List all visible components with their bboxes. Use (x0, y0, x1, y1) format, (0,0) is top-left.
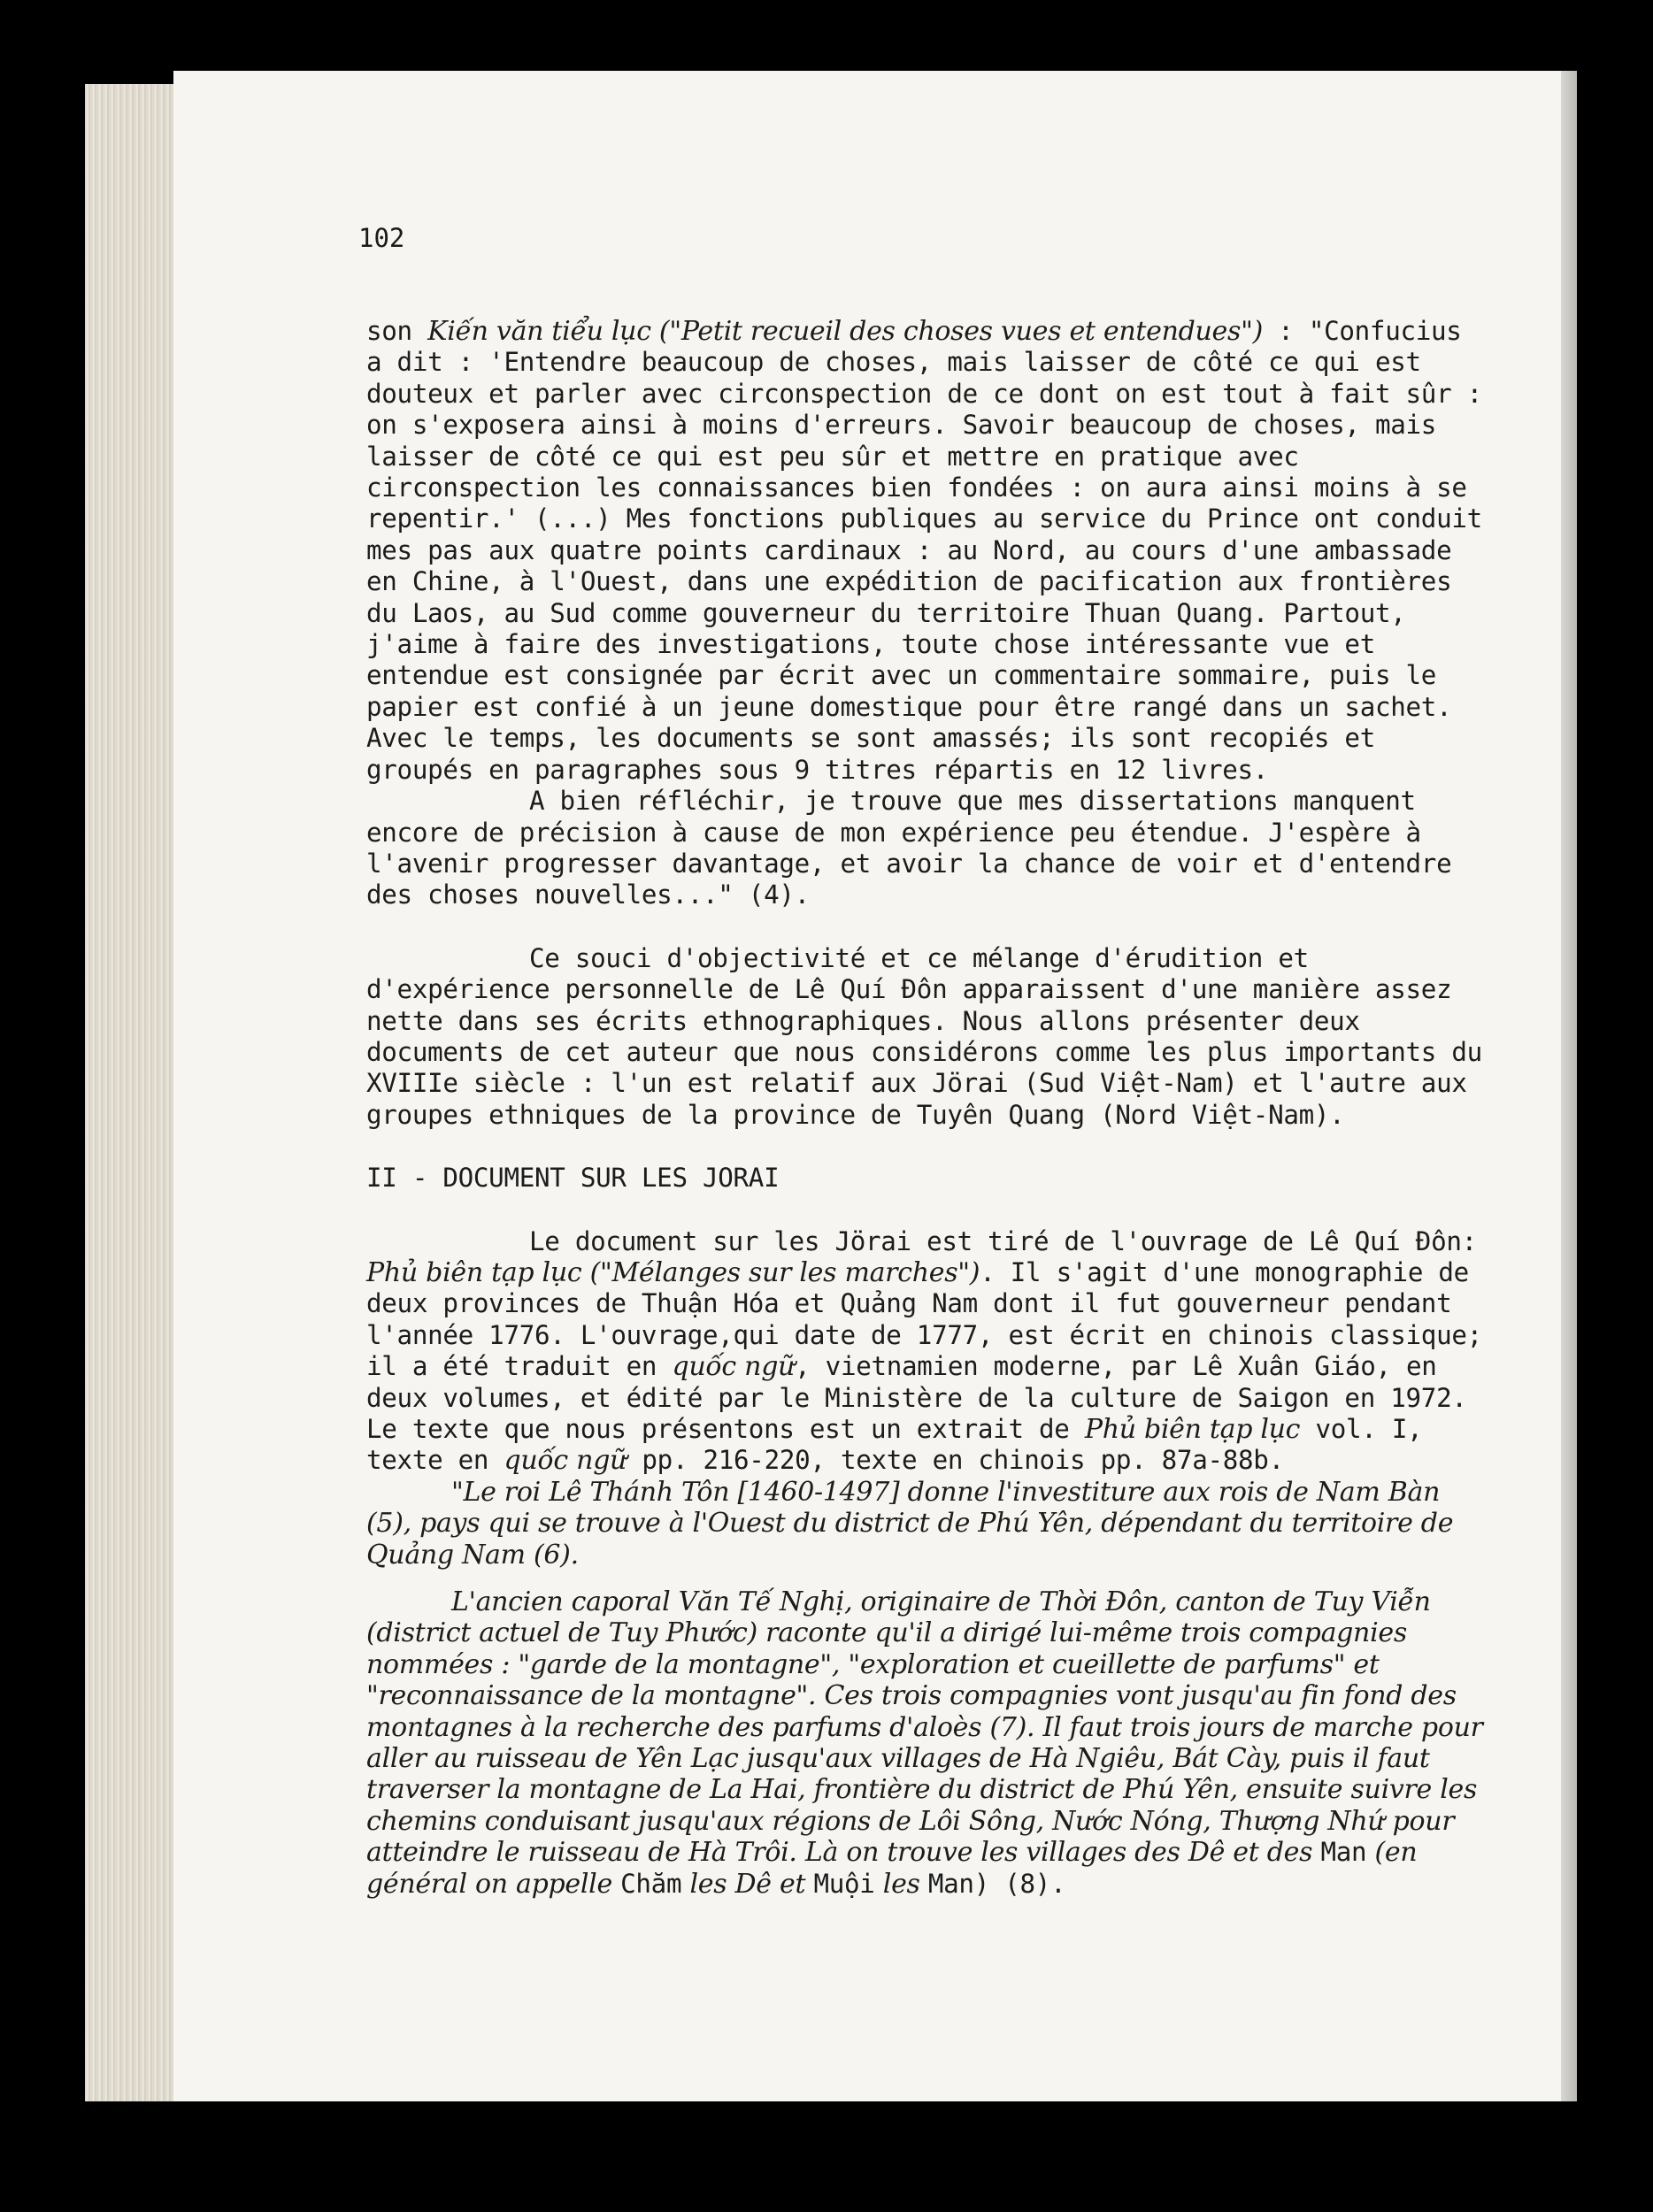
paragraph-reflection: A bien réfléchir, je trouve que mes dissertations manquent encore de précision à cause de mon expérience peu étendue. J'espère à l'avenir progresser davantage, et avoir la chance de voir et d'entendre des choses nouvelles..." (4). (366, 786, 1452, 910)
text-run: : (1263, 316, 1294, 346)
text-run: (en général on appelle (366, 1837, 1418, 1900)
ethnonym: Muội (813, 1868, 875, 1899)
spacer (366, 1571, 1490, 1586)
text-run: Le document sur les Jörai est tiré de l'ouvrage de Lê Quí Đôn: (529, 1225, 1477, 1256)
text-run: , vietnamien moderne, par Lê Xuân Giáo, en deux volumes, et édité par le Ministère de la culture de Saigon en 1972. Le texte que nous présentons est un extrait de (366, 1351, 1467, 1444)
text-run: les (874, 1868, 928, 1900)
spacer (366, 911, 1490, 943)
ethnonym: Man (927, 1868, 974, 1899)
page-number: 102 (358, 223, 405, 253)
ethnonym: Chăm (620, 1868, 682, 1899)
paragraph-confucius-quote (366, 316, 1490, 786)
text-run: "Confucius a dit : 'Entendre beaucoup de choses, mais laisser de côté ce qui est douteux et parler avec circonspection de ce dont on est tout à fait sûr : on s'exposera ainsi à moins d'erreurs. Savoir beaucoup de choses, mais laisser de côté ce qui est peu sûr et mettre en pratique avec circonspection les connaissances bien fondées : on aura ainsi moins à se repentir.' (...) Mes fonctions publiques au service du Prince ont conduit mes pas aux quatre points cardinaux : au Nord, au cours d'une ambassade en Chine, à l'Ouest, dans une expédition de pacification aux frontières du Laos, au Sud comme gouverneur du territoire Thuan Quang. Partout, j'aime à faire des investigations, toute chose intéressante vue et entendue est consignée par écrit avec un commentaire sommaire, puis le papier est confié à un jeune domestique pour être rangé dans un sachet. Avec le temps, les documents se sont amassés; ils sont recopiés et groupés en paragraphes sous 9 titres répartis en 12 livres. (366, 316, 1482, 785)
page-right-edge (1561, 71, 1577, 2101)
book-title-phu-bien: Phủ biên tạp lục ("Mélanges sur les marches") (366, 1256, 980, 1288)
text-run: les Dê et (681, 1868, 814, 1900)
quote-le-thanh-ton: "Le roi Lê Thánh Tôn [1460-1497] donne l'investiture aux rois de Nam Bàn (5), pays qui se trouve à l'Ouest du district de Phú Yên, dépendant du territoire de Quảng Nam (6). (366, 1476, 1454, 1571)
paragraph-document-source (366, 1226, 1490, 1477)
spacer (366, 1194, 1490, 1226)
book-title-phu-bien: Phủ biên tạp lục (1084, 1414, 1301, 1445)
book-title-kien-van: Kiến văn tiểu lục ("Petit recueil des choses vues et entendues") (427, 316, 1263, 347)
text-run: vol. I, texte en (366, 1414, 1423, 1476)
text-run: ) (8). (973, 1868, 1066, 1899)
quote-van-te-nghi (366, 1586, 1490, 1900)
text-run: pp. 216-220, texte en chinois pp. 87a-88b. (627, 1445, 1284, 1476)
term-quoc-ngu: quốc ngữ (672, 1351, 796, 1383)
spacer (366, 1131, 1490, 1163)
body-text (366, 316, 1490, 1900)
ethnonym: Man (1320, 1837, 1367, 1868)
section-heading: II - DOCUMENT SUR LES JORAI (366, 1163, 780, 1194)
text-run: L'ancien caporal Văn Tế Nghị, originaire de Thời Đôn, canton de Tuy Viễn (district actuel de Tuy Phước) raconte qu'il a dirigé lui-même trois compagnies nommées : "garde de la montagne", "exploration et cueillette de parfums" et "reconnaissance de la montagne". Ces trois compagnies vont jusqu'au fin fond des montagnes à la recherche des parfums d'aloès (7). Il faut trois jours de marche pour aller au ruisseau de Yên Lạc jusqu'aux villages de Hà Ngiêu, Bát Cày, puis il faut traverser la montagne de La Hai, frontière du district de Phú Yên, ensuite suivre les chemins conduisant jusqu'aux régions de Lôi Sông, Nước Nóng, Thượng Nhứ pour atteindre le ruisseau de Hà Trôi. Là on trouve les villages des Dê et des (366, 1586, 1483, 1869)
text-run: . Il s'agit d'une monographie de deux provinces de Thuận Hóa et Quảng Nam dont il fut gouverneur pendant l'année 1776. L'ouvrage,qui date de 1777, est écrit en chinois classique; il a été traduit en (366, 1256, 1482, 1382)
term-quoc-ngu: quốc ngữ (504, 1445, 627, 1477)
text-run: son (366, 316, 428, 346)
paragraph-objectivity: Ce souci d'objectivité et ce mélange d'érudition et d'expérience personnelle de Lê Quí Đôn apparaissent d'une manière assez nette dans ses écrits ethnographiques. Nous allons présenter deux documents de cet auteur que nous considérons comme les plus importants du XVIIIe siècle : l'un est relatif aux Jörai (Sud Việt-Nam) et l'autre aux groupes ethniques de la province de Tuyên Quang (Nord Việt-Nam). (366, 942, 1482, 1130)
